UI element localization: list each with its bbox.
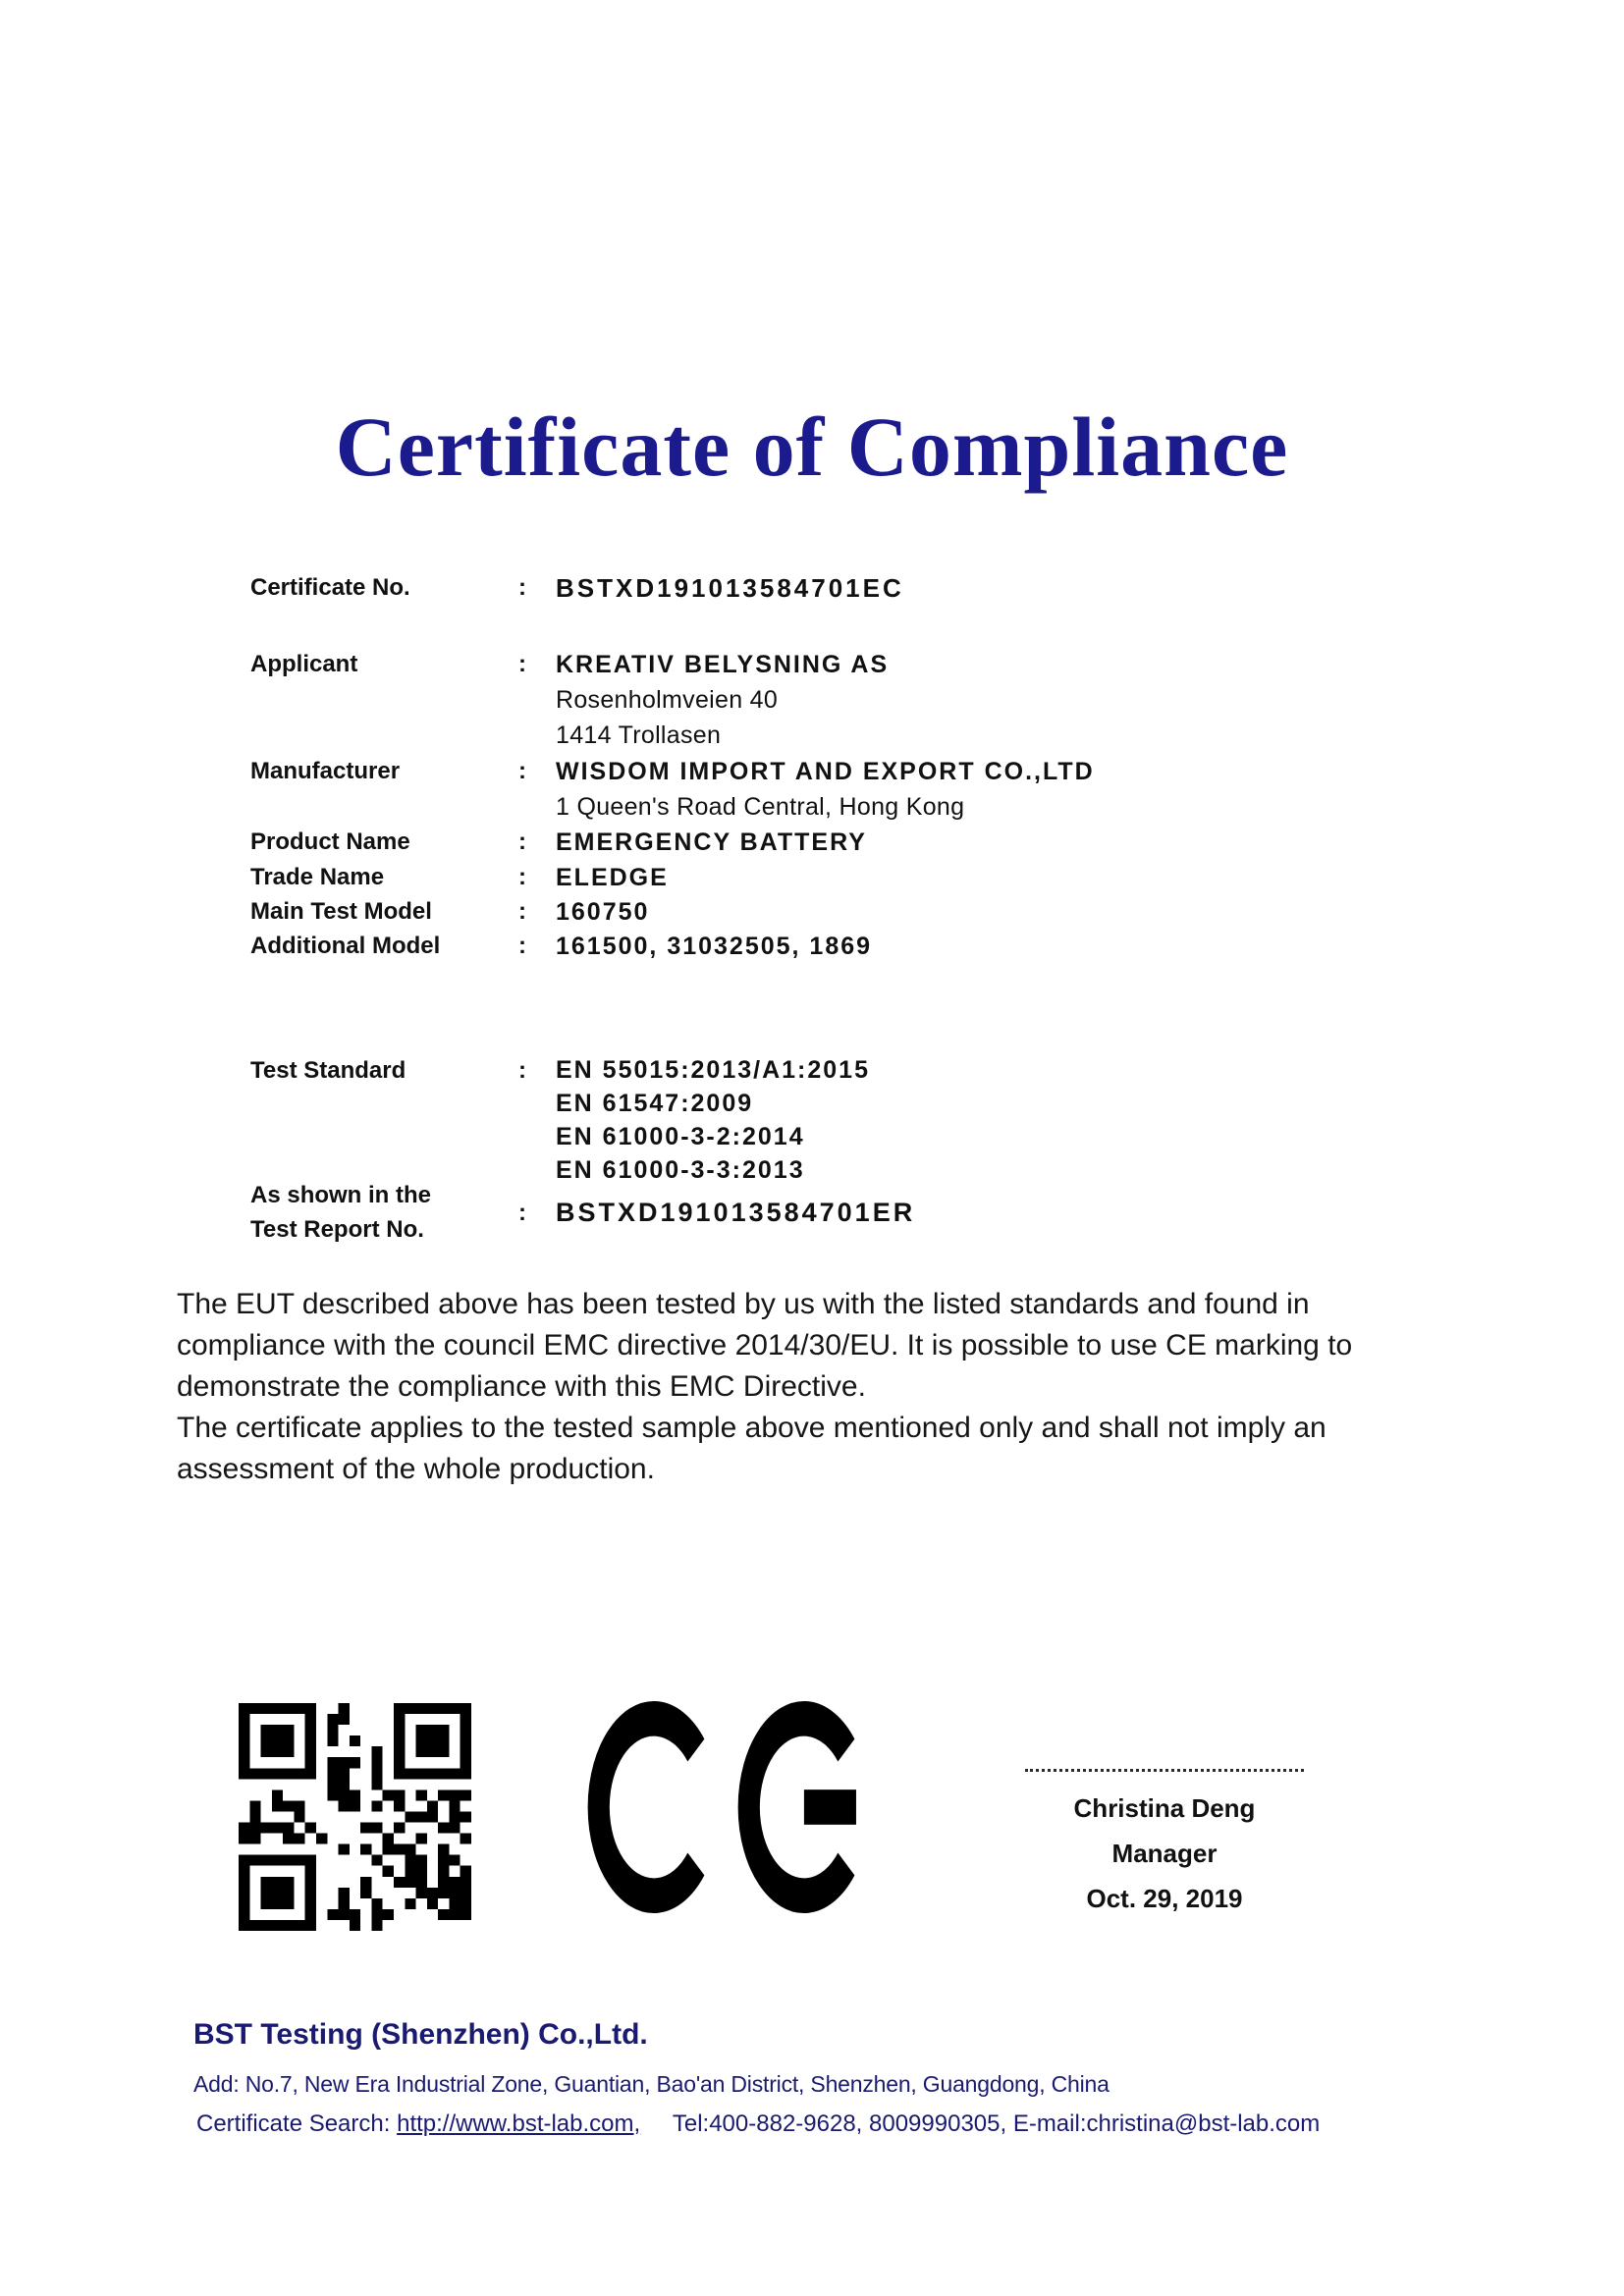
- lab-address: Add: No.7, New Era Industrial Zone, Guantian, Bao'an District, Shenzhen, Guangdong, China: [193, 2071, 1110, 2097]
- field-colon: :: [518, 933, 526, 959]
- applicant-address-line2: 1414 Trollasen: [556, 721, 722, 749]
- field-label: Main Test Model: [250, 898, 432, 925]
- field-row-additional-model: [250, 929, 1497, 964]
- field-colon: :: [518, 1199, 526, 1226]
- field-colon: :: [518, 828, 526, 855]
- field-row-applicant: [250, 647, 1497, 753]
- field-label: Product Name: [250, 828, 410, 855]
- field-label: Applicant: [250, 651, 358, 677]
- manufacturer-address: 1 Queen's Road Central, Hong Kong: [556, 793, 965, 821]
- test-report-label-line2: Test Report No.: [250, 1216, 424, 1243]
- test-standard-list: [556, 1053, 870, 1187]
- qr-code: [239, 1703, 471, 1931]
- field-row-test-report: [250, 1178, 1497, 1247]
- main-test-model: 160750: [556, 898, 650, 926]
- certificate-search-label: Certificate Search:: [196, 2110, 391, 2137]
- signature-block: [1025, 1769, 1304, 1921]
- field-colon: :: [518, 1057, 526, 1084]
- field-colon: :: [518, 898, 526, 925]
- field-colon: :: [518, 758, 526, 784]
- lab-company-name: BST Testing (Shenzhen) Co.,Ltd.: [193, 2018, 648, 2051]
- statement-paragraph-2: The certificate applies to the tested sample above mentioned only and shall not imply an assessment of the whole production.: [177, 1412, 1326, 1485]
- manufacturer-value: [556, 754, 1095, 825]
- field-label: Trade Name: [250, 864, 385, 890]
- field-colon: :: [518, 864, 526, 890]
- signer-name: Christina Deng: [1073, 1793, 1256, 1823]
- additional-model: 161500, 31032505, 1869: [556, 933, 873, 960]
- field-colon: :: [518, 651, 526, 677]
- lab-contact-info: Tel:400-882-9628, 8009990305, E-mail:christina@bst-lab.com: [672, 2110, 1321, 2137]
- applicant-name: KREATIV BELYSNING AS: [556, 651, 890, 678]
- signature-date: Oct. 29, 2019: [1086, 1884, 1243, 1913]
- signature-line: [1025, 1769, 1304, 1772]
- test-report-label-line1: As shown in the: [250, 1182, 432, 1208]
- certificate-search-link[interactable]: http://www.bst-lab.com,: [397, 2110, 641, 2137]
- field-label: Certificate No.: [250, 574, 410, 601]
- field-row-manufacturer: [250, 754, 1497, 825]
- field-label: Test Standard: [250, 1057, 406, 1084]
- footer-contact-line: [196, 2110, 1320, 2138]
- field-row-certificate-no: [250, 570, 1497, 606]
- page-title: Certificate of Compliance: [335, 400, 1289, 494]
- test-standard-4: EN 61000-3-3:2013: [556, 1156, 805, 1184]
- test-standard-3: EN 61000-3-2:2014: [556, 1123, 805, 1150]
- field-row-trade-name: [250, 860, 1497, 895]
- applicant-address-line1: Rosenholmveien 40: [556, 686, 779, 714]
- field-label: [250, 1178, 518, 1247]
- statement-paragraph-1: The EUT described above has been tested by us with the listed standards and found in compliance with the council EMC directive 2014/30/EU. It is possible to use CE marking to demonstrate the compliance with this EMC Directive.: [177, 1288, 1353, 1403]
- trade-name: ELEDGE: [556, 864, 669, 891]
- statement-text: [177, 1284, 1426, 1490]
- test-standard-1: EN 55015:2013/A1:2015: [556, 1056, 870, 1084]
- signer-role: Manager: [1111, 1839, 1218, 1868]
- applicant-value: [556, 647, 889, 753]
- field-row-test-standard: [250, 1053, 1497, 1187]
- field-label: Additional Model: [250, 933, 441, 959]
- ce-mark-icon: [587, 1700, 872, 1914]
- manufacturer-name: WISDOM IMPORT AND EXPORT CO.,LTD: [556, 758, 1095, 785]
- product-name: EMERGENCY BATTERY: [556, 828, 867, 856]
- field-label: Manufacturer: [250, 758, 401, 784]
- field-row-main-test-model: [250, 894, 1497, 930]
- field-row-product-name: [250, 825, 1497, 860]
- field-colon: :: [518, 574, 526, 601]
- certificate-number: BSTXD191013584701EC: [556, 573, 904, 603]
- test-report-number: BSTXD191013584701ER: [556, 1198, 916, 1227]
- test-standard-2: EN 61547:2009: [556, 1090, 754, 1117]
